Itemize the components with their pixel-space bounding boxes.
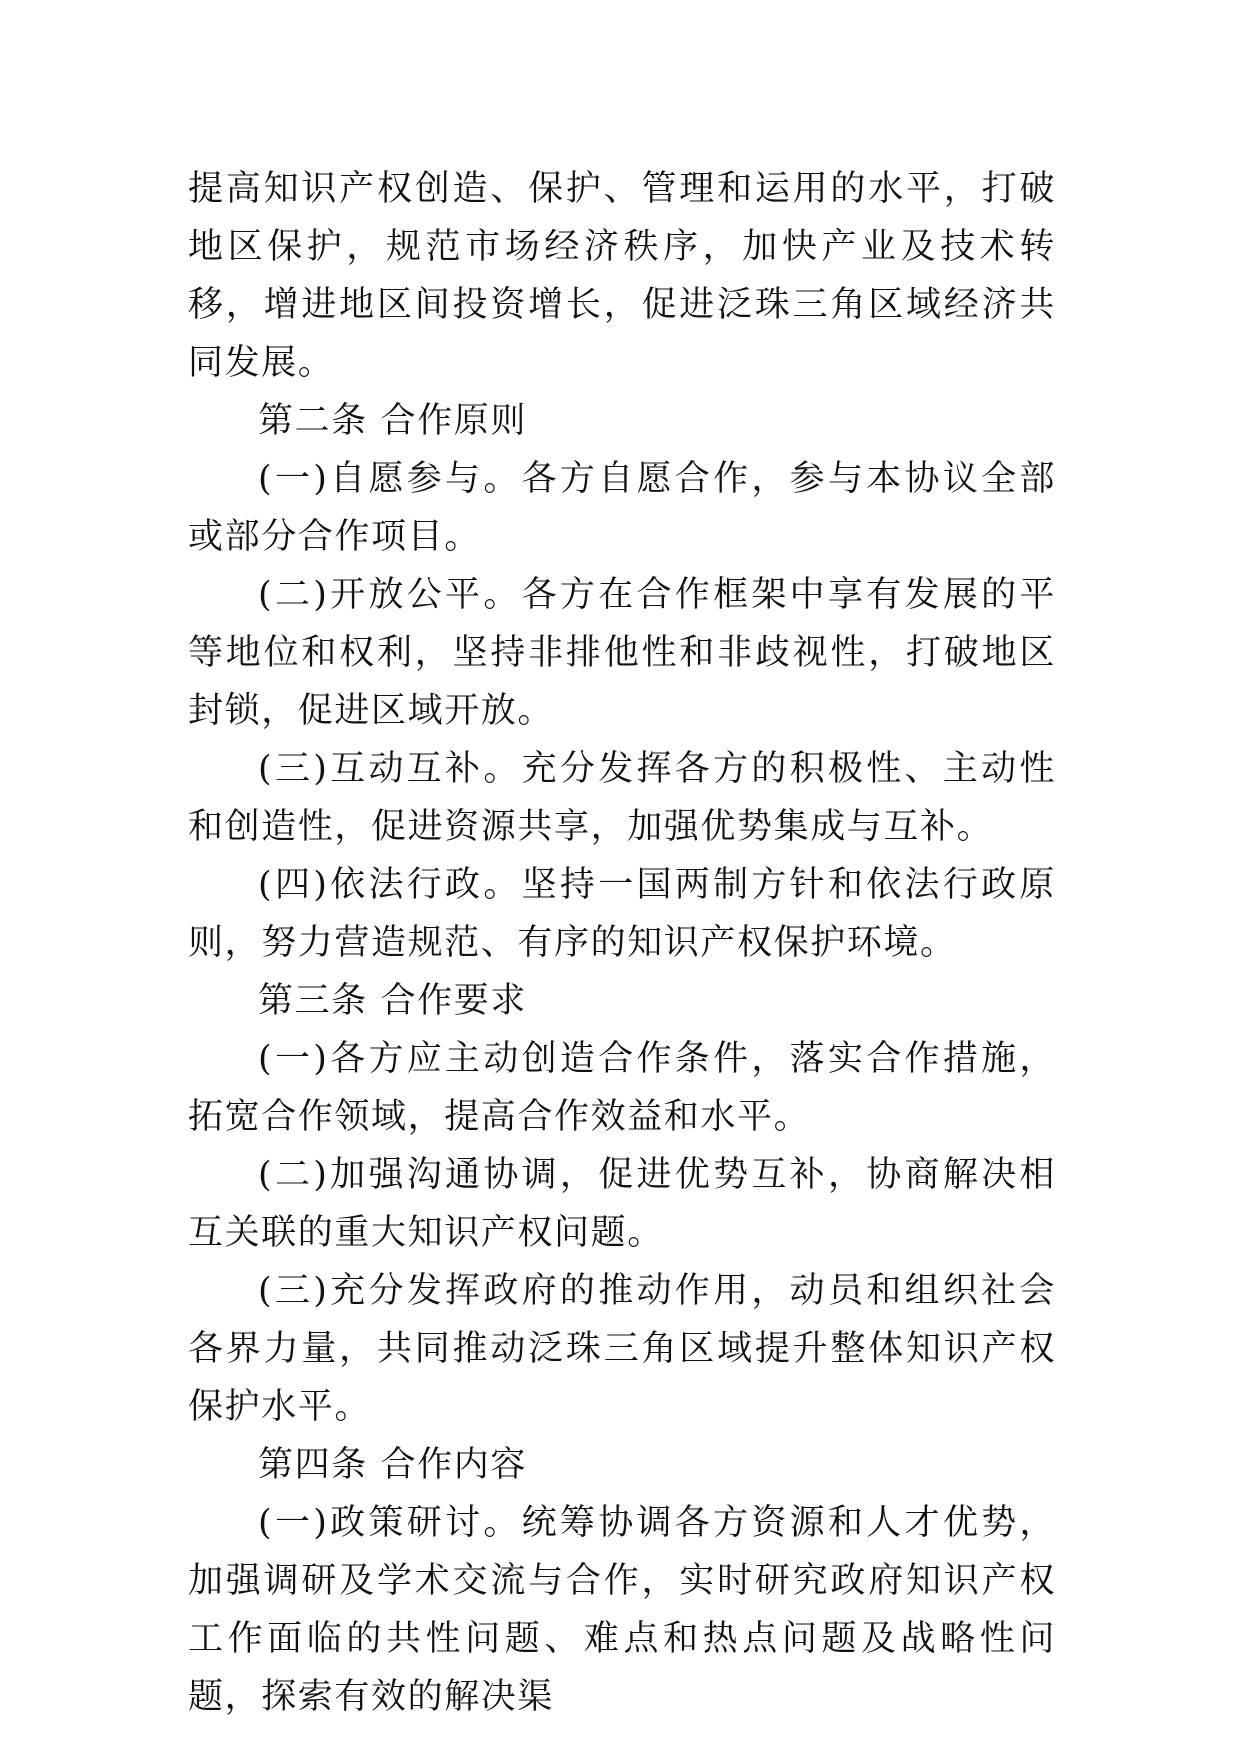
body-paragraph: (一)政策研讨。统筹协调各方资源和人才优势，加强调研及学术交流与合作，实时研究政府知识产权工作面临的共性问题、难点和热点问题及战略性问题，探索有效的解决渠 — [188, 1503, 1056, 1717]
body-paragraph: (三)互动互补。充分发挥各方的积极性、主动性和创造性，促进资源共享，加强优势集成与互补。 — [188, 749, 1056, 847]
article-heading: 第四条 合作内容 — [258, 1445, 527, 1485]
body-paragraph: (三)充分发挥政府的推动作用，动员和组织社会各界力量，共同推动泛珠三角区域提升整体知识产权保护水平。 — [188, 1271, 1056, 1427]
article-heading: 第二条 合作原则 — [258, 401, 527, 441]
article-heading: 第三条 合作要求 — [258, 981, 527, 1021]
body-paragraph: (四)依法行政。坚持一国两制方针和依法行政原则，努力营造规范、有序的知识产权保护环境。 — [188, 865, 1056, 963]
document-body — [188, 160, 1056, 1726]
body-paragraph: (一)各方应主动创造合作条件，落实合作措施，拓宽合作领域，提高合作效益和水平。 — [188, 1039, 1056, 1137]
body-paragraph: 提高知识产权创造、保护、管理和运用的水平，打破地区保护，规范市场经济秩序，加快产业及技术转移，增进地区间投资增长，促进泛珠三角区域经济共同发展。 — [188, 169, 1056, 383]
body-paragraph: (二)加强沟通协调，促进优势互补，协商解决相互关联的重大知识产权问题。 — [188, 1155, 1056, 1253]
body-paragraph: (一)自愿参与。各方自愿合作，参与本协议全部或部分合作项目。 — [188, 459, 1056, 557]
body-paragraph: (二)开放公平。各方在合作框架中享有发展的平等地位和权利，坚持非排他性和非歧视性，打破地区封锁，促进区域开放。 — [188, 575, 1056, 731]
